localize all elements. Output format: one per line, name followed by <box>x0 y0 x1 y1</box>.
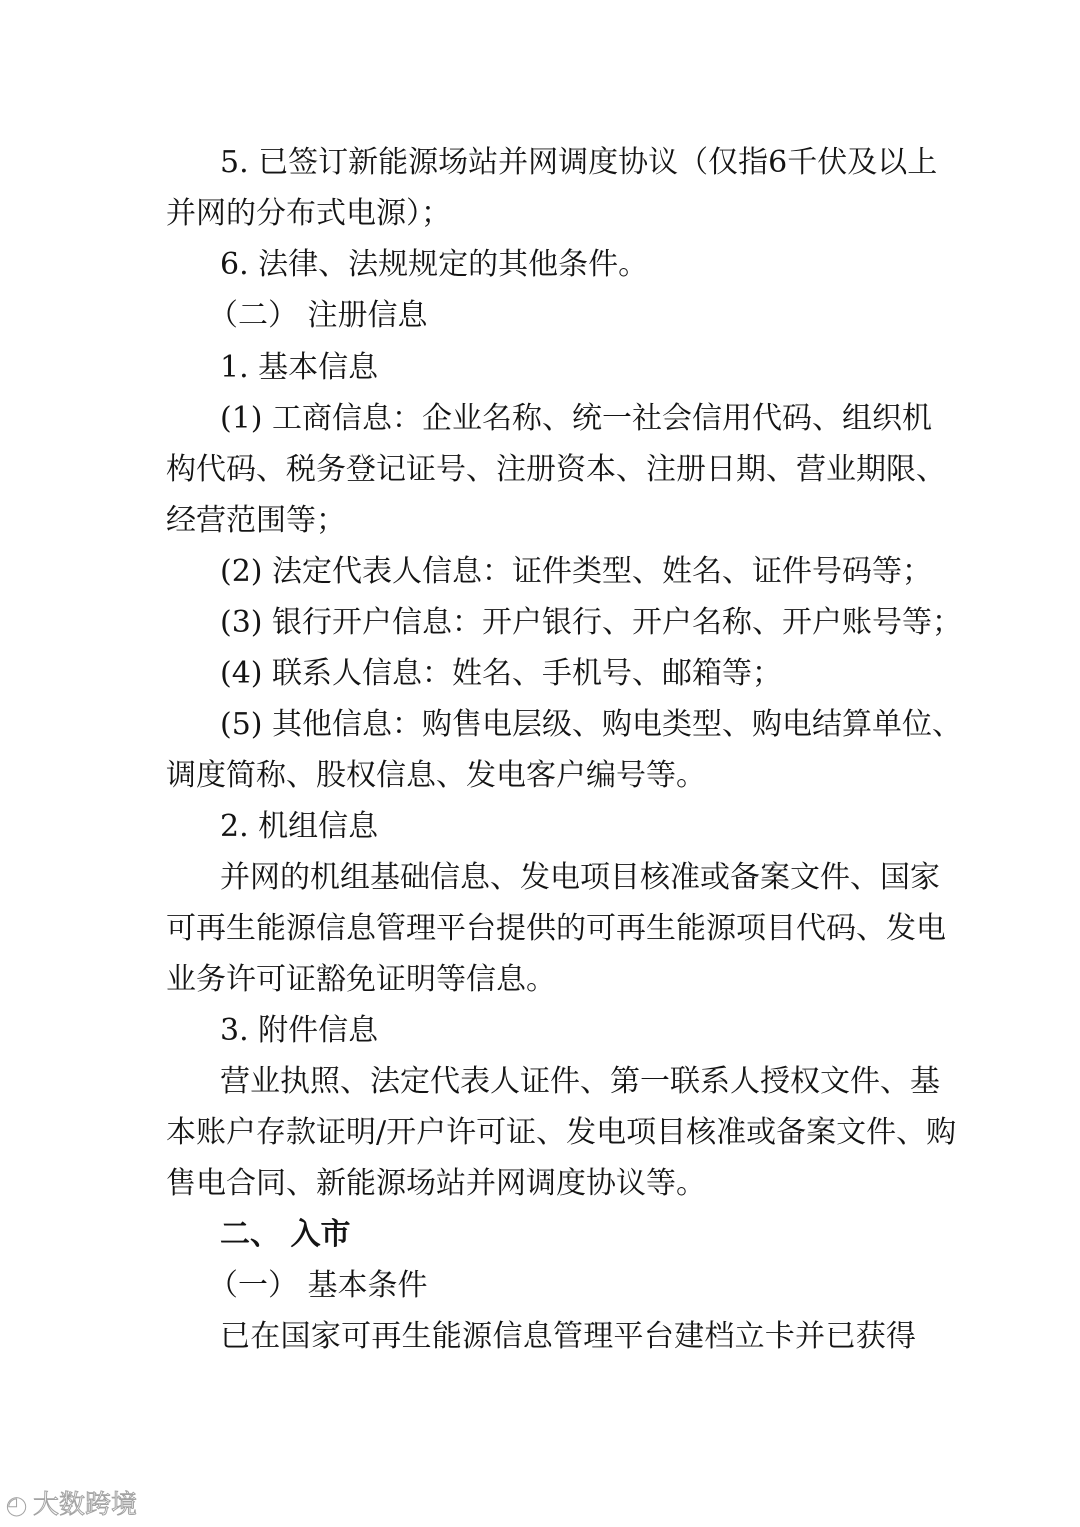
text-line: (2) 法定代表人信息：证件类型、姓名、证件号码等； <box>220 554 933 589</box>
text-line: 5. 已签订新能源场站并网调度协议（仅指6千伏及以上 <box>220 145 938 180</box>
text-line: 3. 附件信息 <box>220 1013 379 1048</box>
text-line: 售电合同、新能源场站并网调度协议等。 <box>166 1166 706 1201</box>
text-line: 构代码、税务登记证号、注册资本、注册日期、营业期限、 <box>166 452 946 487</box>
text-line: 二、 入市 <box>220 1217 351 1252</box>
watermark-text: 大数跨境 <box>32 1490 137 1520</box>
text-line: 并网的分布式电源）； <box>166 196 451 231</box>
text-line: 2. 机组信息 <box>220 809 379 844</box>
watermark <box>6 1484 137 1521</box>
text-line: 本账户存款证明/开户许可证、发电项目核准或备案文件、购 <box>166 1115 957 1150</box>
text-line: 业务许可证豁免证明等信息。 <box>166 962 556 997</box>
text-line: （二） 注册信息 <box>208 298 428 333</box>
text-line: 并网的机组基础信息、发电项目核准或备案文件、国家 <box>220 860 940 895</box>
text-line: (3) 银行开户信息：开户银行、开户名称、开户账号等； <box>220 605 963 640</box>
text-line: 已在国家可再生能源信息管理平台建档立卡并已获得 <box>220 1319 916 1354</box>
weibo-logo-icon: ◕ <box>6 1491 27 1519</box>
text-line: 经营范围等； <box>166 503 346 538</box>
text-line: (1) 工商信息：企业名称、统一社会信用代码、组织机 <box>220 401 933 436</box>
text-line: (4) 联系人信息：姓名、手机号、邮箱等； <box>220 656 783 691</box>
text-line: 营业执照、法定代表人证件、第一联系人授权文件、基 <box>220 1064 940 1099</box>
text-line: 调度简称、股权信息、发电客户编号等。 <box>166 758 706 793</box>
text-line: 可再生能源信息管理平台提供的可再生能源项目代码、发电 <box>166 911 946 946</box>
text-line: （一） 基本条件 <box>208 1268 428 1303</box>
text-line: 1. 基本信息 <box>220 350 379 385</box>
text-line: 6. 法律、法规规定的其他条件。 <box>220 247 649 282</box>
text-line: (5) 其他信息：购售电层级、购电类型、购电结算单位、 <box>220 707 963 742</box>
